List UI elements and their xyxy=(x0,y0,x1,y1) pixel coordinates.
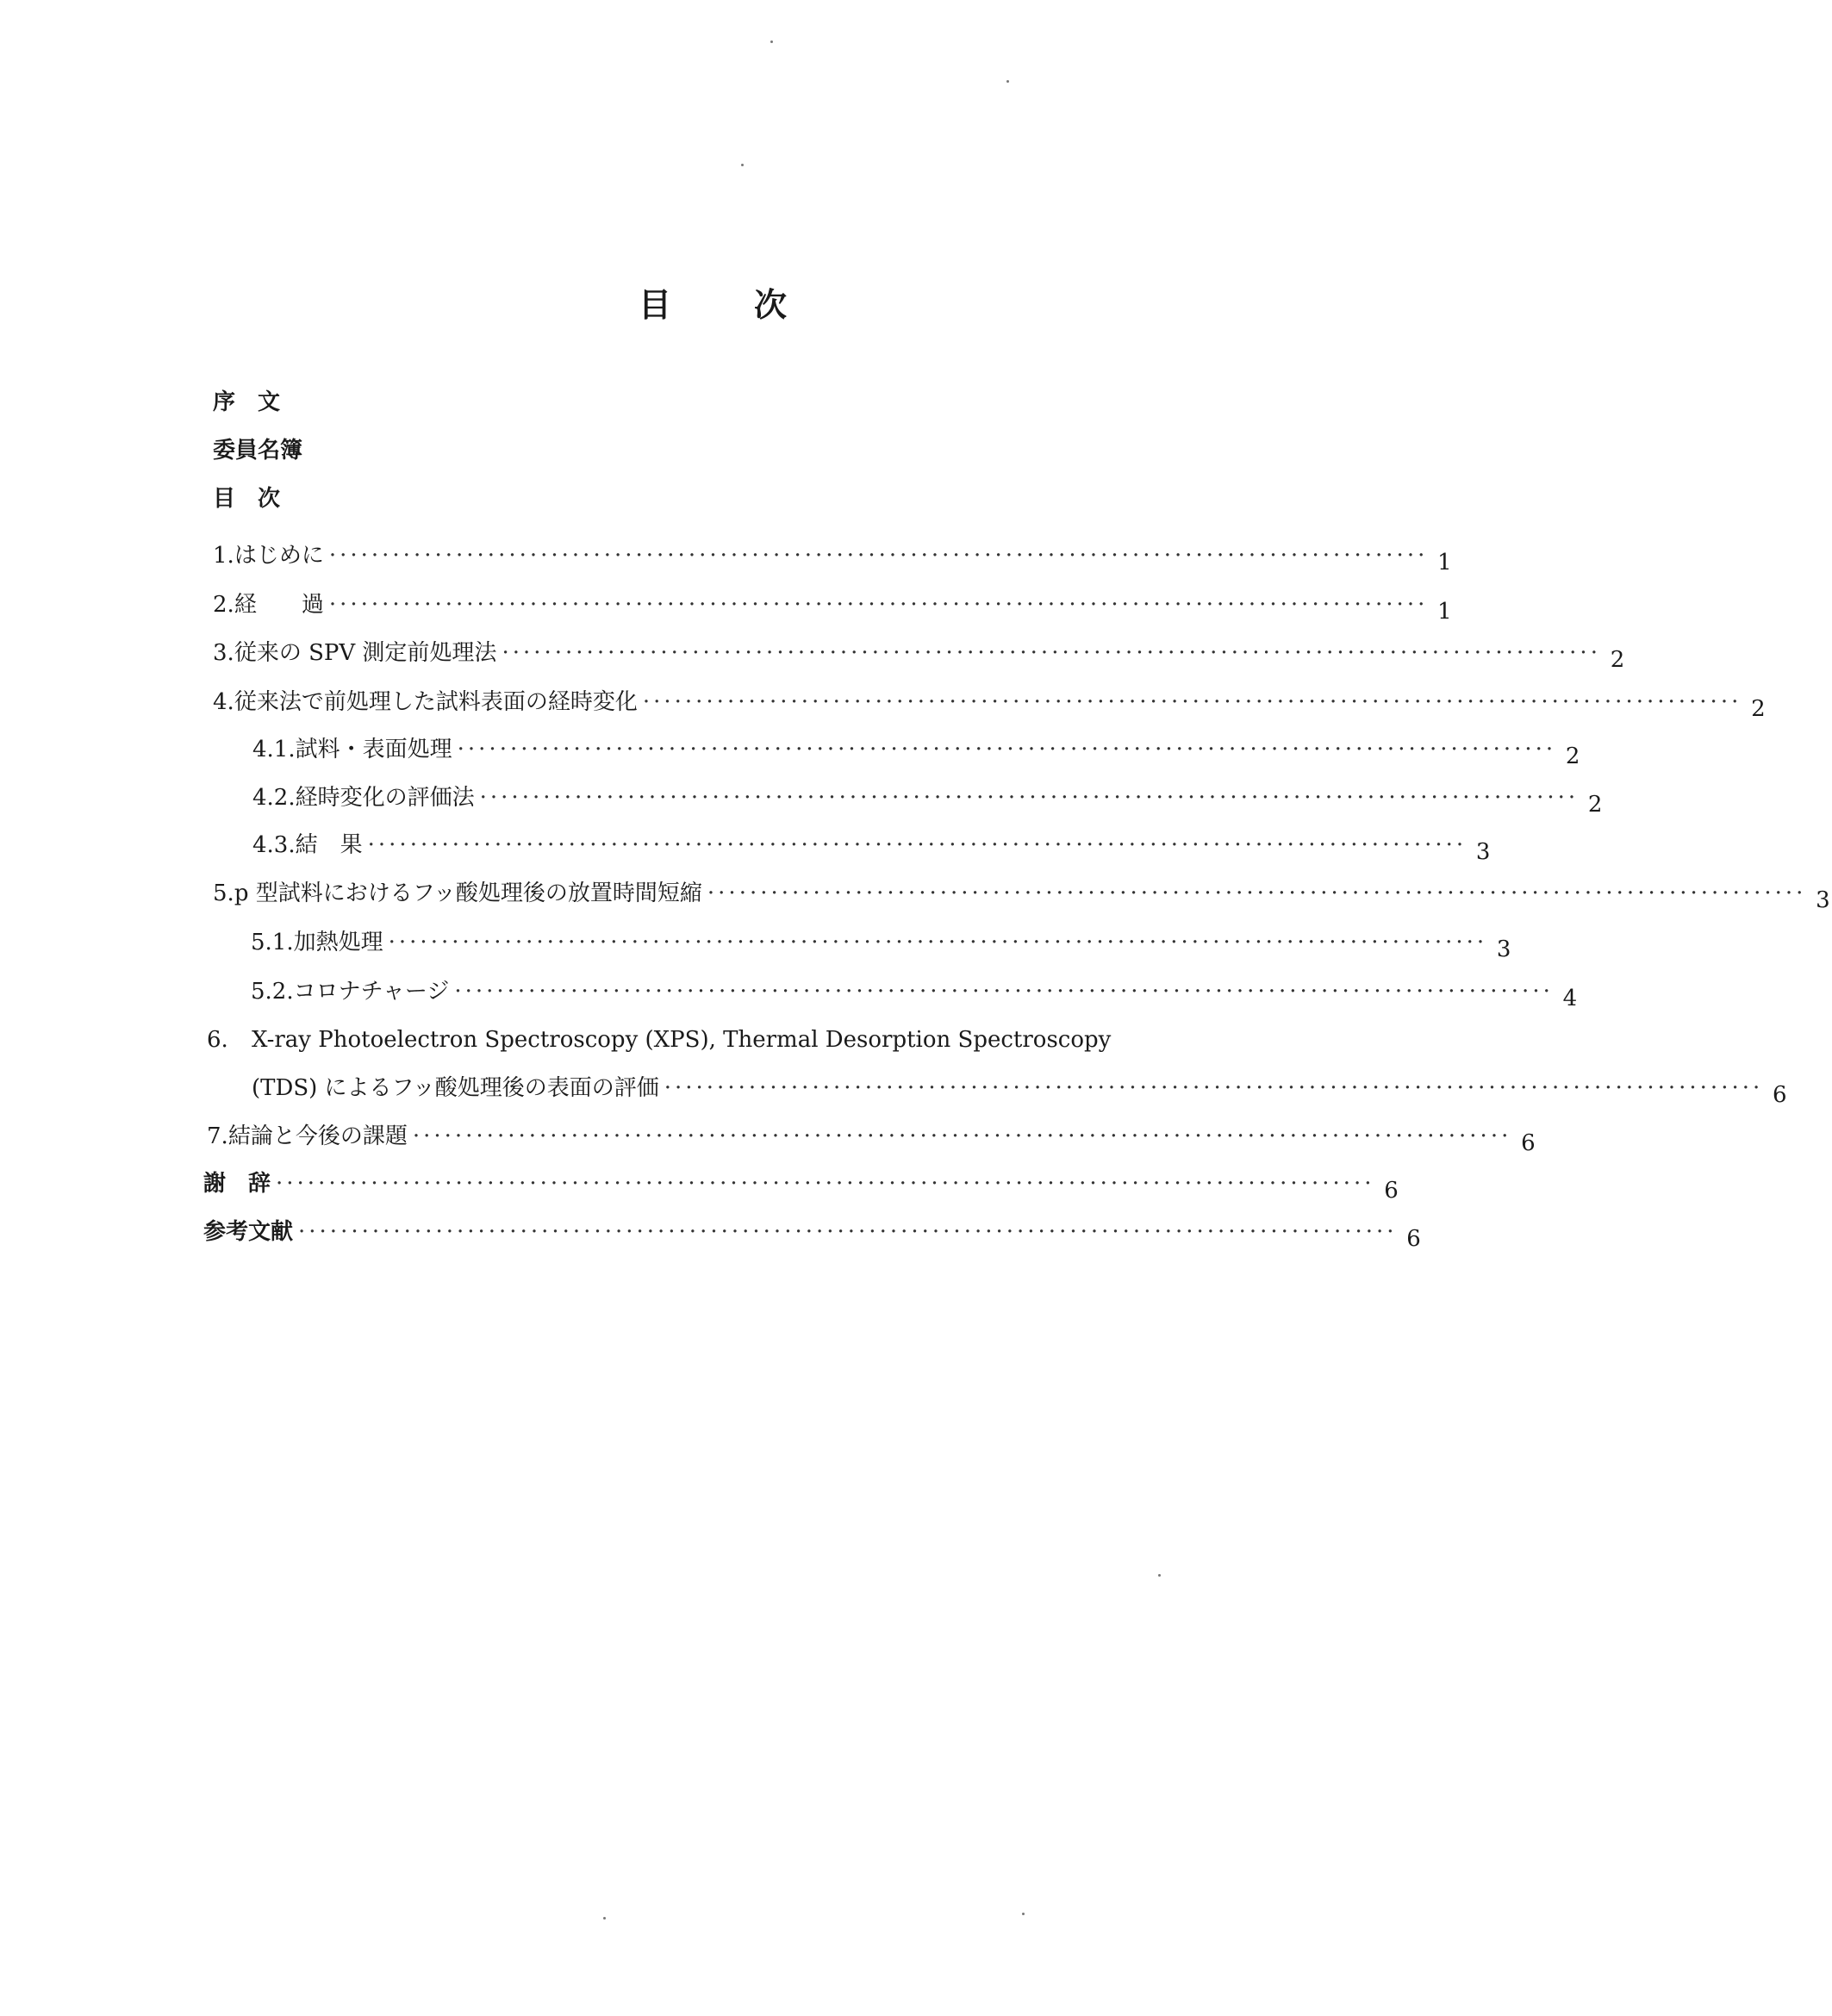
toc-entry-7[interactable] xyxy=(207,1113,1536,1156)
toc-entry-4-1[interactable] xyxy=(252,726,1580,769)
dot-leader: ········································································································ xyxy=(479,785,1580,811)
toc-entry-page: 2 xyxy=(1751,696,1766,722)
toc-entry-number: 2. xyxy=(213,592,234,618)
toc-entry-number: 6. xyxy=(207,1027,228,1053)
toc-entry-page: 3 xyxy=(1496,936,1511,962)
scan-speck xyxy=(603,1917,606,1920)
toc-entry-page: 4 xyxy=(1562,986,1578,1011)
toc-entry-page: 1 xyxy=(1437,550,1452,576)
toc-entry-number: 5.2. xyxy=(251,979,294,1005)
dot-leader: ········································································································ xyxy=(276,1171,1375,1197)
toc-entry-5-2[interactable] xyxy=(251,968,1578,1011)
toc-entry-4-2[interactable] xyxy=(252,775,1603,818)
toc-entry-6-continued[interactable] xyxy=(252,1065,1787,1108)
dot-leader: ········································································································ xyxy=(707,880,1807,906)
dot-leader: ········································································································ xyxy=(388,930,1488,955)
toc-entry-2[interactable] xyxy=(213,582,1452,625)
toc-entry-6[interactable] xyxy=(207,1017,1228,1055)
toc-entry-number: 7. xyxy=(207,1123,228,1149)
toc-entry-number: 4.1. xyxy=(252,737,296,762)
title-char-2: 次 xyxy=(754,286,788,325)
toc-entry-number: 3. xyxy=(213,640,234,666)
toc-entry-page: 6 xyxy=(1406,1226,1421,1252)
toc-entry-number: 4.3. xyxy=(252,832,296,858)
front-matter-committee-list[interactable]: 委員名簿 xyxy=(213,438,303,464)
toc-entry-4[interactable] xyxy=(213,679,1766,722)
toc-entry-label: コロナチャージ xyxy=(293,979,450,1005)
toc-entry-label: 結論と今後の課題 xyxy=(227,1123,408,1149)
scan-speck xyxy=(1158,1574,1161,1577)
toc-entry-label: 経時変化の評価法 xyxy=(295,785,475,811)
toc-entry-references[interactable] xyxy=(203,1209,1421,1252)
toc-entry-5[interactable] xyxy=(213,870,1830,913)
toc-entry-label: 加熱処理 xyxy=(293,930,383,955)
toc-entry-label: 従来法で前処理した試料表面の経時変化 xyxy=(234,689,638,715)
toc-entry-label: 試料・表面処理 xyxy=(295,737,452,762)
toc-entry-page: 1 xyxy=(1437,599,1452,625)
dot-leader: ········································································································ xyxy=(367,832,1467,858)
dot-leader: ········································································································ xyxy=(642,689,1742,715)
dot-leader: ········································································································ xyxy=(328,543,1429,569)
toc-entry-page: 3 xyxy=(1475,839,1491,865)
toc-entry-page: 3 xyxy=(1816,887,1830,913)
scan-speck xyxy=(1022,1913,1025,1915)
toc-entry-label: はじめに xyxy=(234,543,324,569)
dot-leader: ········································································································ xyxy=(457,737,1557,762)
toc-entry-number: 5. xyxy=(213,880,234,906)
toc-entry-4-3[interactable] xyxy=(252,822,1491,865)
front-matter-contents[interactable]: 目 次 xyxy=(213,486,281,512)
scan-speck xyxy=(1006,80,1009,83)
toc-entry-number: 5.1. xyxy=(251,930,294,955)
toc-entry-label: 従来の SPV 測定前処理法 xyxy=(234,640,497,666)
dot-leader: ········································································································ xyxy=(298,1219,1398,1245)
toc-entry-number: 1. xyxy=(213,543,234,569)
toc-entry-label-continued: (TDS) によるフッ酸処理後の表面の評価 xyxy=(252,1075,659,1101)
toc-entry-3[interactable] xyxy=(213,630,1625,673)
toc-entry-number: 4. xyxy=(213,689,234,715)
toc-entry-page: 6 xyxy=(1772,1082,1787,1108)
toc-entry-label: 参考文献 xyxy=(203,1219,294,1245)
toc-entry-acknowledgements[interactable] xyxy=(203,1160,1399,1204)
title-char-1: 目 xyxy=(638,286,671,325)
dot-leader: ········································································································ xyxy=(664,1075,1764,1101)
dot-leader: ········································································································ xyxy=(412,1123,1512,1149)
toc-entry-page: 6 xyxy=(1384,1178,1399,1204)
scan-speck xyxy=(770,40,773,43)
toc-entry-label: 経 過 xyxy=(234,592,324,618)
toc-entry-page: 6 xyxy=(1521,1130,1536,1156)
scan-speck xyxy=(741,164,744,166)
toc-entry-1[interactable] xyxy=(213,532,1452,576)
toc-entry-label: 謝 辞 xyxy=(203,1171,271,1197)
toc-entry-label: X-ray Photoelectron Spectroscopy (XPS), Thermal Desorption Spectroscopy xyxy=(252,1027,1112,1053)
toc-entry-label: p 型試料におけるフッ酸処理後の放置時間短縮 xyxy=(234,880,702,906)
toc-entry-page: 2 xyxy=(1610,647,1625,673)
dot-leader: ········································································································ xyxy=(502,640,1601,666)
toc-entry-page: 2 xyxy=(1587,792,1603,818)
toc-entry-page: 2 xyxy=(1565,744,1580,769)
toc-entry-number: 4.2. xyxy=(252,785,296,811)
dot-leader: ········································································································ xyxy=(328,592,1429,618)
dot-leader: ········································································································ xyxy=(454,979,1554,1005)
toc-entry-5-1[interactable] xyxy=(251,919,1511,962)
toc-entry-label: 結 果 xyxy=(295,832,363,858)
front-matter-preface[interactable]: 序 文 xyxy=(213,389,281,415)
